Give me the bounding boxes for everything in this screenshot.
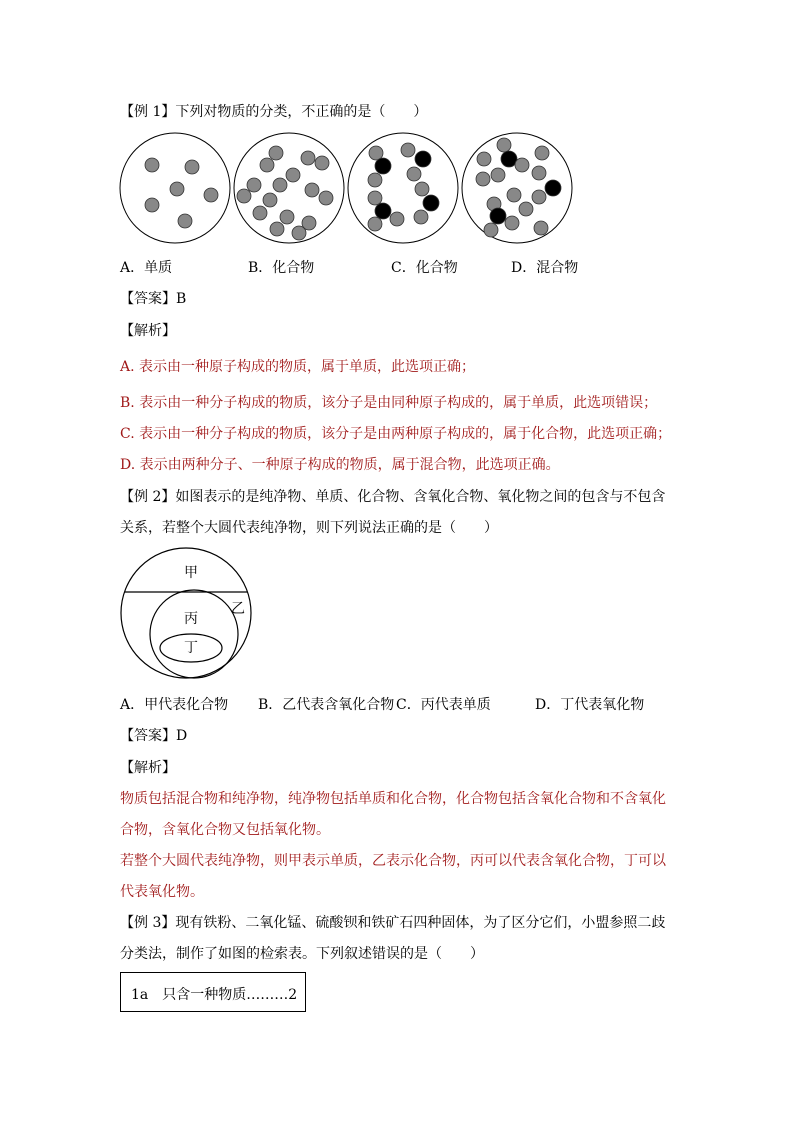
example2-analysis-line3: 若整个大圆代表纯净物，则甲表示单质，乙表示化合物，丙可以代表含氧化合物，丁可以: [120, 853, 666, 869]
particle-diagram-c: [347, 132, 459, 244]
example2-option-d: D．丁代表氧化物: [535, 697, 645, 713]
example1-analysis-a: A. 表示由一种原子构成的物质，属于单质，此选项正确；: [120, 359, 476, 375]
example2-question-line1: 【例 2】如图表示的是纯净物、单质、化合物、含氧化合物、氧化物之间的包含与不包含: [120, 489, 666, 505]
example1-analysis-b: B. 表示由一种分子构成的物质，该分子是由同种原子构成的，属于单质，此选项错误；: [120, 395, 658, 411]
diagram-label-ding: 丁: [184, 640, 198, 656]
example1-analysis-c: C. 表示由一种分子构成的物质，该分子是由两种原子构成的，属于化合物，此选项正确；: [120, 426, 672, 442]
diagram-label-bing: 丙: [184, 611, 198, 627]
example2-option-b: B．乙代表含氧化合物: [258, 697, 395, 713]
example2-analysis-title: 【解析】: [120, 760, 176, 776]
example3-question-line2: 分类法，制作了如图的检索表。下列叙述错误的是（ ）: [120, 946, 484, 962]
example1-option-b: B．化合物: [248, 260, 315, 276]
key-table-row-1a: 1a 只含一种物质………2: [131, 987, 298, 1003]
particle-diagram-d: [461, 132, 573, 244]
example1-question: 【例 1】下列对物质的分类，不正确的是（ ）: [120, 104, 428, 120]
example2-answer: 【答案】D: [120, 728, 188, 744]
example1-option-d: D．混合物: [511, 260, 579, 276]
particle-diagram-b: [233, 132, 345, 244]
example2-analysis-line2: 合物，含氧化合物又包括氧化物。: [120, 822, 330, 838]
example1-option-c: C．化合物: [391, 260, 458, 276]
example2-analysis-line4: 代表氧化物。: [120, 884, 204, 900]
particle-diagram-a: [119, 132, 231, 244]
example2-option-a: A．甲代表化合物: [120, 697, 229, 713]
example2-question-line2: 关系，若整个大圆代表纯净物，则下列说法正确的是（ ）: [120, 520, 498, 536]
example2-option-c: C．丙代表单质: [396, 697, 491, 713]
example1-answer: 【答案】B: [120, 291, 187, 307]
diagram-label-yi: 乙: [231, 601, 245, 617]
example1-analysis-title: 【解析】: [120, 323, 176, 339]
example1-option-a: A．单质: [120, 260, 173, 276]
key-table-box: [120, 972, 306, 1012]
example3-question-line1: 【例 3】现有铁粉、二氧化锰、硫酸钡和铁矿石四种固体，为了区分它们，小盟参照二歧: [120, 915, 666, 931]
diagram-label-jia: 甲: [184, 565, 198, 581]
example2-analysis-line1: 物质包括混合物和纯净物，纯净物包括单质和化合物，化合物包括含氧化合物和不含氧化: [120, 791, 666, 807]
example1-analysis-d: D. 表示由两种分子、一种原子构成的物质，属于混合物，此选项正确。: [120, 457, 560, 473]
